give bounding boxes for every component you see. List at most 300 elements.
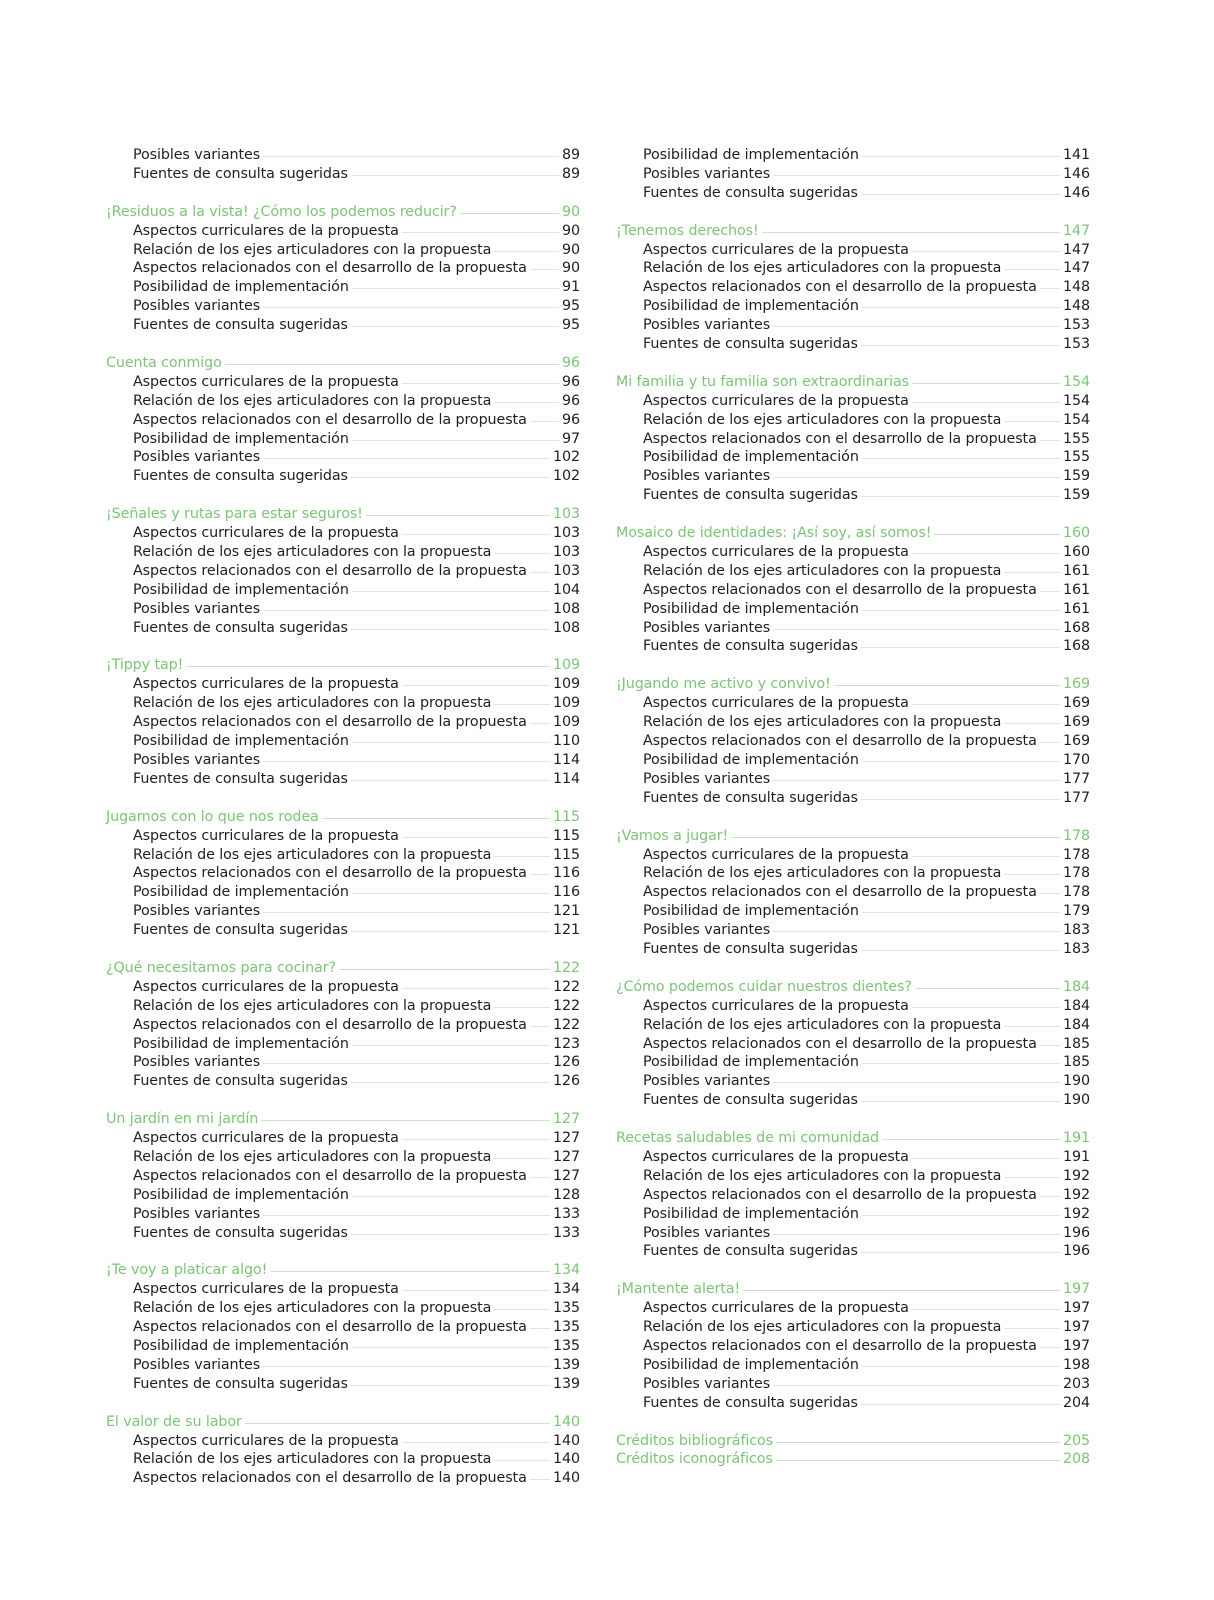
- page-number: 139: [553, 1375, 580, 1392]
- entry-title: Relación de los ejes articuladores con la propuesta: [643, 562, 1002, 579]
- page-number: 96: [562, 392, 580, 409]
- toc-entry[interactable]: [616, 694, 1090, 713]
- page-number: 114: [553, 751, 580, 768]
- toc-section: [106, 354, 580, 486]
- page-number: 140: [553, 1451, 580, 1468]
- leader-line: [352, 1347, 550, 1348]
- toc-entry[interactable]: [616, 600, 1090, 619]
- toc-entry[interactable]: [616, 883, 1090, 902]
- entry-title: Relación de los ejes articuladores con la propuesta: [643, 411, 1002, 428]
- toc-entry[interactable]: [106, 770, 580, 789]
- page-number: 196: [1063, 1224, 1090, 1241]
- entry-title: Relación de los ejes articuladores con la propuesta: [643, 1016, 1002, 1033]
- entry-title: Aspectos curriculares de la propuesta: [133, 1130, 399, 1147]
- page-number: 110: [553, 733, 580, 750]
- page-number: 108: [553, 619, 580, 636]
- page-number: 178: [1063, 846, 1090, 863]
- toc-entry[interactable]: [616, 278, 1090, 297]
- leader-line: [494, 1158, 550, 1159]
- leader-line: [912, 553, 1060, 554]
- toc-section-heading[interactable]: [106, 1413, 580, 1432]
- page-number: 95: [562, 317, 580, 334]
- entry-title: Aspectos curriculares de la propuesta: [133, 1281, 399, 1298]
- toc-entry[interactable]: [616, 1167, 1090, 1186]
- section-title: Un jardín en mi jardín: [106, 1111, 259, 1128]
- toc-entry[interactable]: [106, 1167, 580, 1186]
- toc-entry[interactable]: [616, 316, 1090, 335]
- toc-entry[interactable]: [616, 1016, 1090, 1035]
- toc-section-heading[interactable]: [616, 675, 1090, 694]
- page-number: 168: [1063, 638, 1090, 655]
- leader-line: [352, 591, 550, 592]
- toc-section-heading[interactable]: [106, 354, 580, 373]
- page-number: 127: [553, 1130, 580, 1147]
- page-number: 204: [1063, 1394, 1090, 1411]
- leader-line: [351, 175, 559, 176]
- toc-entry[interactable]: [616, 1394, 1090, 1413]
- entry-title: Posibles variantes: [133, 903, 261, 920]
- leader-line: [352, 440, 559, 441]
- page-number: 197: [1063, 1300, 1090, 1317]
- toc-entry[interactable]: [106, 316, 580, 335]
- entry-title: Relación de los ejes articuladores con la propuesta: [133, 392, 492, 409]
- entry-title: Aspectos relacionados con el desarrollo de la propuesta: [643, 581, 1037, 598]
- toc-entry[interactable]: [106, 259, 580, 278]
- entry-title: Fuentes de consulta sugeridas: [133, 922, 348, 939]
- toc-entry[interactable]: [616, 184, 1090, 203]
- toc-entry[interactable]: [616, 486, 1090, 505]
- toc-entry[interactable]: [616, 902, 1090, 921]
- toc-section-heading[interactable]: [616, 827, 1090, 846]
- page-number: 127: [553, 1111, 580, 1128]
- entry-title: Posibilidad de implementación: [643, 298, 859, 315]
- toc-section-heading[interactable]: [106, 959, 580, 978]
- toc-entry[interactable]: [106, 1375, 580, 1394]
- toc-entry[interactable]: [106, 165, 580, 184]
- page-number: 115: [553, 846, 580, 863]
- toc-entry[interactable]: [106, 1053, 580, 1072]
- leader-line: [861, 194, 1060, 195]
- leader-line: [861, 1404, 1060, 1405]
- section-title: ¡Jugando me activo y convivo!: [616, 676, 831, 693]
- page-number: 205: [1063, 1432, 1090, 1449]
- entry-title: Aspectos curriculares de la propuesta: [133, 222, 399, 239]
- toc-section: [106, 656, 580, 788]
- page-number: 154: [1063, 373, 1090, 390]
- toc-entry[interactable]: [106, 373, 580, 392]
- page-number: 161: [1063, 600, 1090, 617]
- toc-entry[interactable]: [616, 1242, 1090, 1261]
- leader-line: [912, 383, 1060, 384]
- toc-section: [616, 146, 1090, 203]
- toc-entry[interactable]: [106, 1148, 580, 1167]
- section-title: El valor de su labor: [106, 1413, 242, 1430]
- toc-entry[interactable]: [106, 1432, 580, 1451]
- toc-entry[interactable]: [106, 1450, 580, 1469]
- entry-title: Aspectos relacionados con el desarrollo de la propuesta: [133, 562, 527, 579]
- page-number: 103: [553, 525, 580, 542]
- leader-line: [834, 685, 1060, 686]
- toc-section: [106, 1413, 580, 1489]
- page-number: 147: [1063, 222, 1090, 239]
- toc-section: [616, 1450, 1090, 1469]
- leader-line: [912, 402, 1060, 403]
- page-number: 169: [1063, 695, 1090, 712]
- page-number: 141: [1063, 147, 1090, 163]
- entry-title: Aspectos curriculares de la propuesta: [643, 392, 909, 409]
- toc-section-heading[interactable]: [616, 373, 1090, 392]
- leader-line: [862, 307, 1060, 308]
- page-number: 169: [1063, 676, 1090, 693]
- toc-entry[interactable]: [106, 222, 580, 241]
- leader-line: [494, 1309, 550, 1310]
- page-number: 127: [553, 1167, 580, 1184]
- toc-entry[interactable]: [616, 846, 1090, 865]
- leader-line: [1004, 1328, 1060, 1329]
- page-number: 184: [1063, 997, 1090, 1014]
- toc-entry[interactable]: [106, 902, 580, 921]
- toc-entry[interactable]: [106, 1224, 580, 1243]
- entry-title: Aspectos relacionados con el desarrollo de la propuesta: [133, 1167, 527, 1184]
- entry-title: Posibles variantes: [133, 449, 261, 466]
- toc-entry[interactable]: [616, 335, 1090, 354]
- leader-line: [861, 496, 1060, 497]
- entry-title: Aspectos curriculares de la propuesta: [643, 997, 909, 1014]
- leader-line: [351, 1385, 550, 1386]
- entry-title: Posibles variantes: [133, 1205, 261, 1222]
- entry-title: Aspectos relacionados con el desarrollo de la propuesta: [133, 1016, 527, 1033]
- leader-line: [263, 458, 550, 459]
- page-number: 116: [553, 865, 580, 882]
- toc-entry[interactable]: [106, 675, 580, 694]
- toc-entry[interactable]: [616, 770, 1090, 789]
- entry-title: Posibles variantes: [133, 147, 261, 163]
- entry-title: Relación de los ejes articuladores con la propuesta: [133, 544, 492, 561]
- leader-line: [263, 1215, 550, 1216]
- toc-entry[interactable]: [616, 1318, 1090, 1337]
- leader-line: [862, 761, 1060, 762]
- toc-left-column: [106, 146, 580, 1507]
- leader-line: [263, 912, 550, 913]
- toc-entry[interactable]: [106, 448, 580, 467]
- toc-entry[interactable]: [616, 864, 1090, 883]
- entry-title: Fuentes de consulta sugeridas: [133, 770, 348, 787]
- page-number: 160: [1063, 544, 1090, 561]
- entry-title: Posibilidad de implementación: [643, 751, 859, 768]
- entry-title: Aspectos relacionados con el desarrollo de la propuesta: [643, 430, 1037, 447]
- entry-title: Relación de los ejes articuladores con la propuesta: [133, 1148, 492, 1165]
- toc-section: [106, 1110, 580, 1242]
- toc-entry[interactable]: [106, 997, 580, 1016]
- toc-entry[interactable]: [106, 921, 580, 940]
- toc-section-heading[interactable]: [616, 978, 1090, 997]
- toc-entry[interactable]: [616, 637, 1090, 656]
- toc-entry[interactable]: [616, 1091, 1090, 1110]
- toc-entry[interactable]: [616, 1186, 1090, 1205]
- entry-title: Aspectos curriculares de la propuesta: [133, 525, 399, 542]
- toc-entry[interactable]: [616, 1053, 1090, 1072]
- toc-section-heading[interactable]: [106, 1110, 580, 1129]
- toc-entry[interactable]: [616, 543, 1090, 562]
- entry-title: Posibilidad de implementación: [133, 884, 349, 901]
- leader-line: [773, 931, 1060, 932]
- leader-line: [530, 1479, 550, 1480]
- toc-entry[interactable]: [106, 1129, 580, 1148]
- toc-entry[interactable]: [106, 1035, 580, 1054]
- leader-line: [862, 1366, 1060, 1367]
- toc-entry[interactable]: [616, 1299, 1090, 1318]
- toc-entry[interactable]: [616, 392, 1090, 411]
- page-number: 139: [553, 1356, 580, 1373]
- page-number: 146: [1063, 184, 1090, 201]
- leader-line: [861, 799, 1060, 800]
- toc-entry[interactable]: [616, 940, 1090, 959]
- toc-entry[interactable]: [106, 619, 580, 638]
- toc-entry[interactable]: [106, 1186, 580, 1205]
- toc-section: [106, 203, 580, 335]
- toc-entry[interactable]: [616, 921, 1090, 940]
- toc-entry[interactable]: [106, 411, 580, 430]
- toc-entry[interactable]: [106, 562, 580, 581]
- section-title: Créditos bibliográficos: [616, 1432, 774, 1449]
- page-number: 154: [1063, 392, 1090, 409]
- page-number: 89: [562, 147, 580, 163]
- page-number: 198: [1063, 1356, 1090, 1373]
- toc-entry[interactable]: [106, 694, 580, 713]
- leader-line: [912, 251, 1060, 252]
- leader-line: [1040, 1045, 1060, 1046]
- toc-entry[interactable]: [616, 241, 1090, 260]
- toc-entry[interactable]: [616, 1375, 1090, 1394]
- toc-entry[interactable]: [106, 297, 580, 316]
- toc-entry[interactable]: [106, 1072, 580, 1091]
- page-number: 196: [1063, 1243, 1090, 1260]
- toc-entry[interactable]: [616, 581, 1090, 600]
- leader-line: [861, 1101, 1060, 1102]
- section-title: ¡Señales y rutas para estar seguros!: [106, 506, 363, 523]
- toc-entry[interactable]: [616, 1224, 1090, 1243]
- leader-line: [494, 251, 559, 252]
- toc-entry[interactable]: [106, 467, 580, 486]
- leader-line: [261, 1120, 550, 1121]
- section-title: Créditos iconográficos: [616, 1451, 773, 1468]
- entry-title: Posibles variantes: [133, 298, 261, 315]
- section-title: Jugamos con lo que nos rodea: [106, 808, 319, 825]
- leader-line: [912, 856, 1060, 857]
- toc-entry[interactable]: [106, 827, 580, 846]
- toc-section: [106, 959, 580, 1091]
- page-number: 183: [1063, 940, 1090, 957]
- toc-entry[interactable]: [616, 1148, 1090, 1167]
- toc-entry[interactable]: [616, 448, 1090, 467]
- toc-entry[interactable]: [616, 789, 1090, 808]
- leader-line: [882, 1139, 1060, 1140]
- leader-line: [494, 704, 550, 705]
- toc-entry[interactable]: [106, 241, 580, 260]
- toc-entry[interactable]: [616, 146, 1090, 165]
- page-number: 197: [1063, 1281, 1090, 1298]
- leader-line: [322, 818, 550, 819]
- page-number: 109: [553, 657, 580, 674]
- leader-line: [776, 1442, 1060, 1443]
- page-number: 126: [553, 1054, 580, 1071]
- toc-entry[interactable]: [106, 1280, 580, 1299]
- page-number: 184: [1063, 1016, 1090, 1033]
- page-number: 185: [1063, 1054, 1090, 1071]
- entry-title: Aspectos curriculares de la propuesta: [133, 1432, 399, 1449]
- toc-section-heading[interactable]: [106, 1261, 580, 1280]
- toc-entry[interactable]: [616, 1072, 1090, 1091]
- toc-entry[interactable]: [616, 467, 1090, 486]
- section-title: Recetas saludables de mi comunidad: [616, 1130, 880, 1147]
- leader-line: [351, 477, 550, 478]
- page-number: 146: [1063, 165, 1090, 182]
- leader-line: [494, 553, 550, 554]
- page-number: 127: [553, 1148, 580, 1165]
- page-number: 102: [553, 449, 580, 466]
- section-title: ¡Residuos a la vista! ¿Cómo los podemos reducir?: [106, 203, 457, 220]
- toc-section-heading[interactable]: [106, 505, 580, 524]
- toc-entry[interactable]: [616, 1356, 1090, 1375]
- leader-line: [773, 780, 1060, 781]
- entry-title: Fuentes de consulta sugeridas: [133, 468, 348, 485]
- entry-title: Posibles variantes: [133, 1356, 261, 1373]
- page-number: 90: [562, 260, 580, 277]
- leader-line: [861, 950, 1060, 951]
- toc-entry[interactable]: [106, 1318, 580, 1337]
- page-number: 122: [553, 1016, 580, 1033]
- toc-entry[interactable]: [106, 278, 580, 297]
- leader-line: [494, 1007, 550, 1008]
- entry-title: Aspectos relacionados con el desarrollo de la propuesta: [643, 1035, 1037, 1052]
- toc-entry[interactable]: [106, 146, 580, 165]
- leader-line: [352, 742, 550, 743]
- toc-section-heading[interactable]: [616, 1280, 1090, 1299]
- toc-entry[interactable]: [106, 524, 580, 543]
- entry-title: Posibilidad de implementación: [133, 733, 349, 750]
- page-number: 89: [562, 165, 580, 182]
- toc-entry[interactable]: [106, 581, 580, 600]
- leader-line: [773, 1082, 1060, 1083]
- page-number: 155: [1063, 449, 1090, 466]
- toc-section-heading[interactable]: [106, 203, 580, 222]
- toc-section-heading[interactable]: [616, 1129, 1090, 1148]
- entry-title: Posibilidad de implementación: [643, 600, 859, 617]
- section-title: Mi familia y tu familia son extraordinarias: [616, 373, 910, 390]
- leader-line: [1040, 288, 1060, 289]
- entry-title: Posibilidad de implementación: [643, 147, 859, 163]
- leader-line: [773, 477, 1060, 478]
- leader-line: [494, 856, 550, 857]
- toc-entry[interactable]: [106, 1356, 580, 1375]
- toc-entry[interactable]: [616, 1337, 1090, 1356]
- toc-entry[interactable]: [616, 997, 1090, 1016]
- toc-entry[interactable]: [106, 883, 580, 902]
- toc-entry[interactable]: [106, 978, 580, 997]
- toc-entry[interactable]: [616, 165, 1090, 184]
- toc-entry[interactable]: [616, 751, 1090, 770]
- entry-title: Fuentes de consulta sugeridas: [133, 1375, 348, 1392]
- toc-right-column: [616, 146, 1090, 1488]
- toc-section-heading[interactable]: [616, 222, 1090, 241]
- page-number: 197: [1063, 1319, 1090, 1336]
- toc-section: [616, 978, 1090, 1110]
- toc-section: [616, 1432, 1090, 1451]
- page-number: 135: [553, 1337, 580, 1354]
- toc-section-heading[interactable]: [616, 524, 1090, 543]
- entry-title: Relación de los ejes articuladores con la propuesta: [133, 241, 492, 258]
- leader-line: [366, 515, 550, 516]
- toc-entry[interactable]: [106, 864, 580, 883]
- toc-entry[interactable]: [616, 562, 1090, 581]
- toc-section: [616, 827, 1090, 959]
- section-title: ¡Vamos a jugar!: [616, 827, 729, 844]
- leader-line: [1040, 440, 1060, 441]
- toc-entry[interactable]: [106, 732, 580, 751]
- toc-entry[interactable]: [106, 1299, 580, 1318]
- page-number: 177: [1063, 770, 1090, 787]
- toc-entry[interactable]: [106, 751, 580, 770]
- leader-line: [861, 647, 1060, 648]
- toc-entry[interactable]: [106, 846, 580, 865]
- entry-title: Aspectos curriculares de la propuesta: [643, 241, 909, 258]
- toc-entry[interactable]: [616, 1205, 1090, 1224]
- leader-line: [1040, 1347, 1060, 1348]
- toc-section-heading[interactable]: [106, 808, 580, 827]
- toc-entry[interactable]: [106, 430, 580, 449]
- toc-section-heading[interactable]: [616, 1450, 1090, 1469]
- toc-entry[interactable]: [106, 713, 580, 732]
- leader-line: [530, 1026, 550, 1027]
- toc-entry[interactable]: [616, 619, 1090, 638]
- page-number: 153: [1063, 336, 1090, 353]
- toc-entry[interactable]: [616, 411, 1090, 430]
- toc-entry[interactable]: [106, 1337, 580, 1356]
- toc-entry[interactable]: [616, 297, 1090, 316]
- toc-entry[interactable]: [106, 600, 580, 619]
- entry-title: Aspectos curriculares de la propuesta: [643, 846, 909, 863]
- entry-title: Posibles variantes: [643, 922, 771, 939]
- toc-entry[interactable]: [616, 430, 1090, 449]
- leader-line: [402, 988, 550, 989]
- section-title: ¿Qué necesitamos para cocinar?: [106, 959, 336, 976]
- page-number: 140: [553, 1432, 580, 1449]
- entry-title: Posibilidad de implementación: [133, 581, 349, 598]
- toc-entry[interactable]: [106, 392, 580, 411]
- toc-entry[interactable]: [106, 1205, 580, 1224]
- toc-entry[interactable]: [616, 713, 1090, 732]
- page-number: 121: [553, 903, 580, 920]
- toc-entry[interactable]: [616, 259, 1090, 278]
- toc-entry[interactable]: [616, 1035, 1090, 1054]
- toc-section: [616, 1129, 1090, 1261]
- entry-title: Fuentes de consulta sugeridas: [133, 165, 348, 182]
- page-number: 133: [553, 1205, 580, 1222]
- toc-entry[interactable]: [106, 1016, 580, 1035]
- entry-title: Aspectos curriculares de la propuesta: [133, 978, 399, 995]
- toc-section-heading[interactable]: [106, 656, 580, 675]
- toc-section-heading[interactable]: [616, 1432, 1090, 1451]
- page-number: 192: [1063, 1205, 1090, 1222]
- entry-title: Posibilidad de implementación: [643, 1205, 859, 1222]
- toc-entry[interactable]: [106, 1469, 580, 1488]
- toc-entry[interactable]: [616, 732, 1090, 751]
- entry-title: Posibilidad de implementación: [643, 449, 859, 466]
- page-number: 115: [553, 827, 580, 844]
- entry-title: Posibilidad de implementación: [133, 430, 349, 447]
- page-number: 115: [553, 808, 580, 825]
- toc-entry[interactable]: [106, 543, 580, 562]
